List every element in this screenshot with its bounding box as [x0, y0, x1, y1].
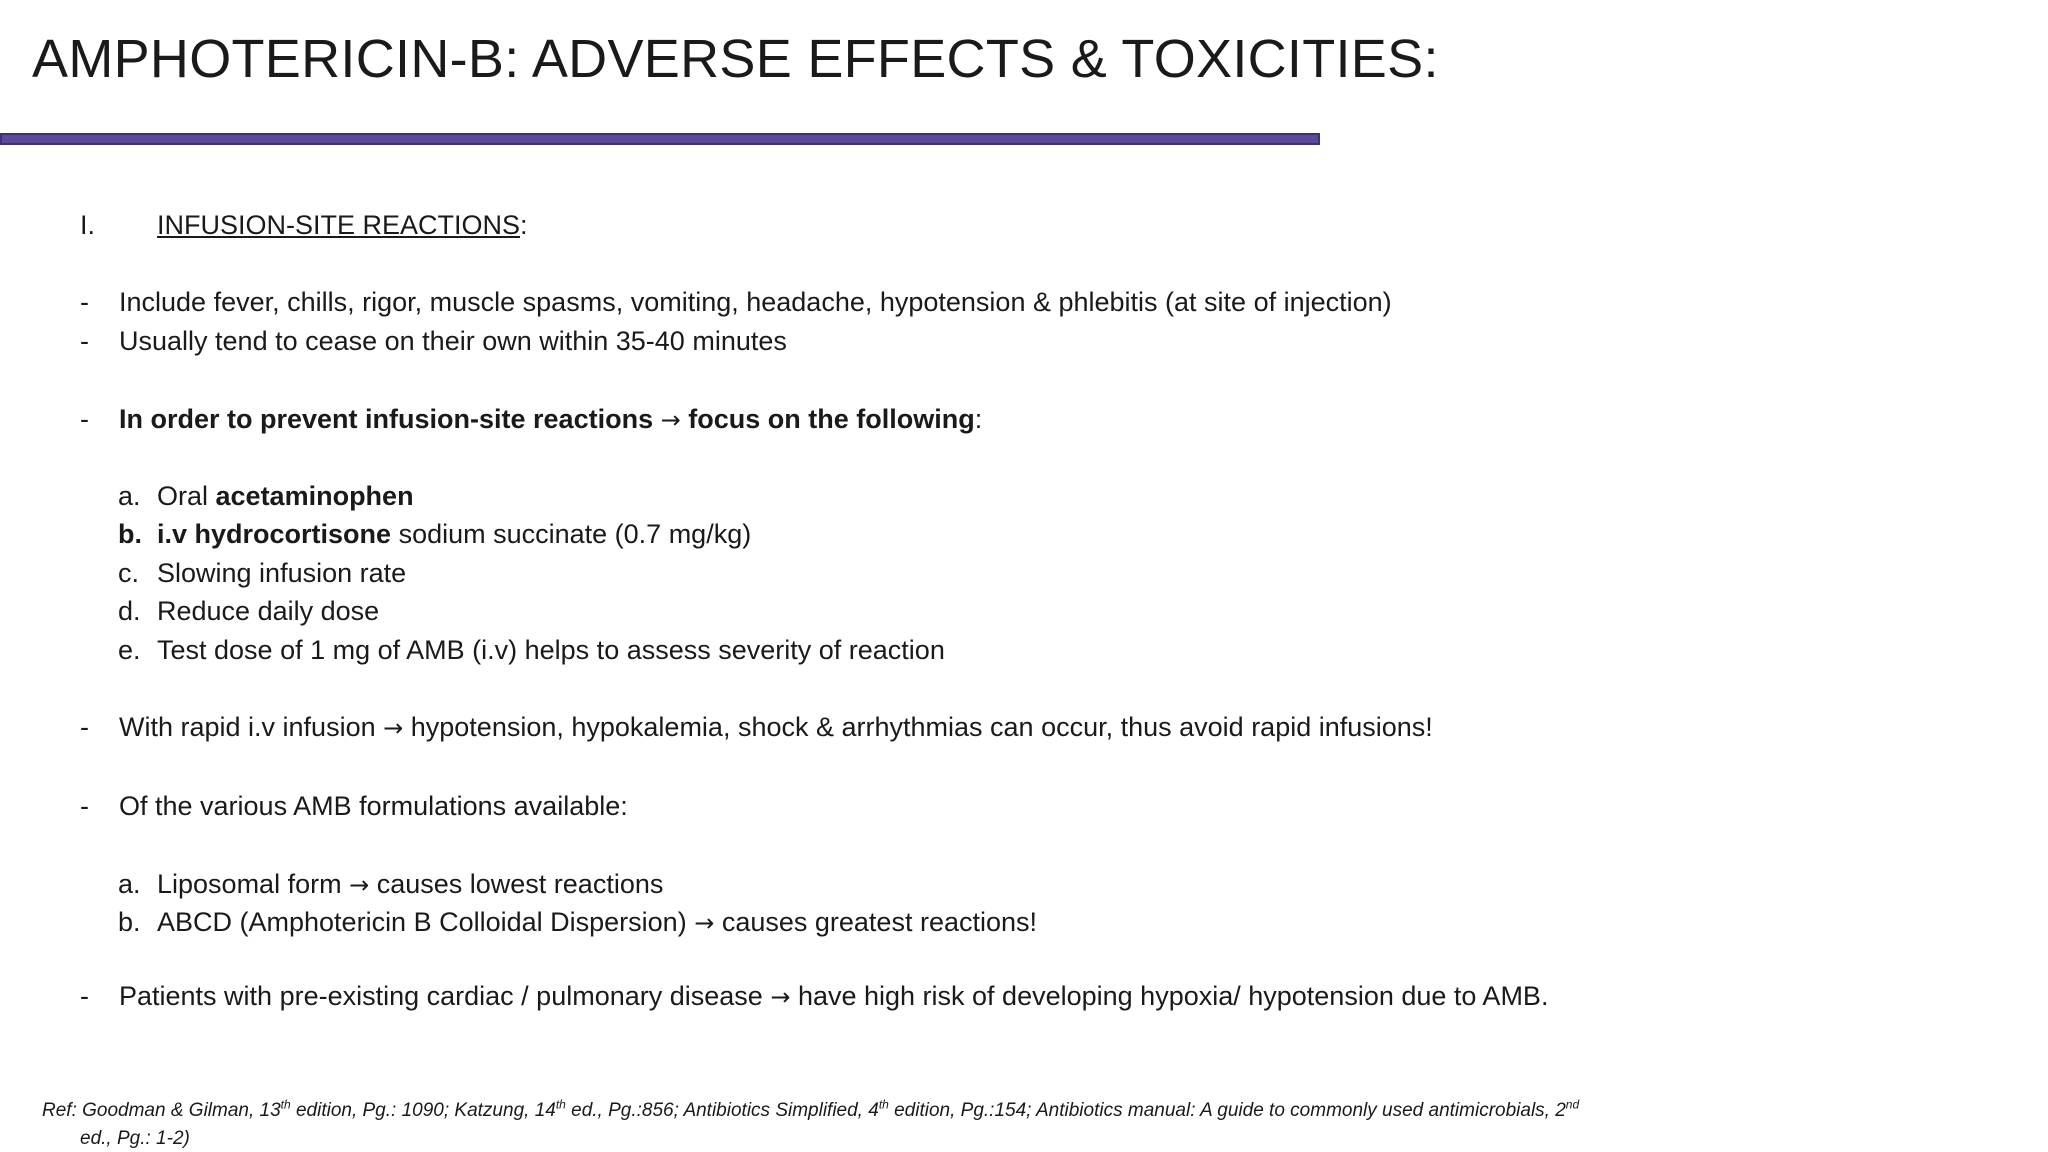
title-underline-bar	[0, 133, 1320, 145]
list-text	[157, 867, 663, 902]
plain-text: causes lowest reactions	[376, 869, 664, 899]
plain-text: hypotension, hypokalemia, shock & arrhythmias can occur, thus avoid rapid infusions!	[410, 712, 1433, 742]
bold-text: acetaminophen	[215, 481, 414, 511]
bullet-text: Of the various AMB formulations available:	[119, 791, 628, 821]
ref-superscript: th	[555, 1097, 566, 1112]
section-numeral: I.	[80, 210, 96, 240]
plain-text: With rapid i.v infusion	[119, 712, 376, 742]
list-text	[157, 479, 414, 513]
plain-text: Liposomal form	[157, 869, 342, 899]
list-marker: c.	[118, 558, 140, 588]
reference-line-2: ed., Pg.: 1-2)	[80, 1128, 190, 1149]
ref-superscript: th	[878, 1097, 889, 1112]
right-arrow-icon: →	[660, 406, 681, 434]
reference-line-1	[42, 1096, 1579, 1126]
ref-superscript: nd	[1565, 1097, 1580, 1112]
list-marker: d.	[118, 596, 141, 626]
bullet-dash: -	[80, 712, 89, 742]
ref-text: edition, Pg.: 1090; Katzung, 14	[290, 1100, 556, 1121]
ref-text: ed., Pg.:856; Antibiotics Simplified, 4	[565, 1100, 879, 1121]
bullet-text	[119, 402, 982, 437]
plain-text: have high risk of developing hypoxia/ hypotension due to AMB.	[797, 981, 1549, 1011]
bullet-dash: -	[80, 287, 89, 317]
plain-text: causes greatest reactions!	[721, 907, 1038, 937]
right-arrow-icon: →	[694, 909, 715, 937]
ref-superscript: th	[280, 1097, 291, 1112]
section-heading-suffix: :	[520, 210, 528, 240]
suffix-text: :	[974, 404, 983, 434]
bold-text: In order to prevent infusion-site reactions	[119, 404, 654, 434]
bold-text: i.v hydrocortisone	[157, 519, 392, 549]
bullet-dash: -	[80, 326, 89, 356]
bullet-text	[119, 979, 1548, 1014]
bullet-text	[119, 710, 1433, 745]
bullet-dash: -	[80, 981, 89, 1011]
right-arrow-icon: →	[770, 983, 791, 1011]
plain-text: Patients with pre-existing cardiac / pulmonary disease	[119, 981, 763, 1011]
list-marker: b.	[118, 907, 141, 937]
bullet-dash: -	[80, 791, 89, 821]
section-heading	[157, 208, 528, 242]
list-marker: a.	[118, 481, 141, 511]
plain-text: Oral	[157, 481, 216, 511]
list-marker: e.	[118, 635, 141, 665]
bold-text: focus on the following	[688, 404, 975, 434]
list-marker: b.	[118, 519, 142, 549]
ref-text: Ref: Goodman & Gilman, 13	[42, 1100, 281, 1121]
list-text	[157, 905, 1037, 940]
plain-text: sodium succinate (0.7 mg/kg)	[391, 519, 752, 549]
list-text	[157, 517, 751, 551]
bullet-dash: -	[80, 404, 89, 434]
list-text: Reduce daily dose	[157, 596, 380, 626]
list-marker: a.	[118, 869, 141, 899]
ref-text: edition, Pg.:154; Antibiotics manual: A guide to commonly used antimicrobials, 2	[888, 1100, 1566, 1121]
plain-text: ABCD (Amphotericin B Colloidal Dispersion)	[157, 907, 687, 937]
slide-title: AMPHOTERICIN-B: ADVERSE EFFECTS & TOXICITIES:	[32, 29, 1439, 89]
section-heading-text: INFUSION-SITE REACTIONS	[157, 210, 521, 240]
list-text: Slowing infusion rate	[157, 558, 407, 588]
right-arrow-icon: →	[383, 714, 404, 742]
list-text: Test dose of 1 mg of AMB (i.v) helps to assess severity of reaction	[157, 635, 945, 665]
bullet-text: Usually tend to cease on their own within 35-40 minutes	[119, 326, 787, 356]
right-arrow-icon: →	[349, 871, 370, 899]
bullet-text: Include fever, chills, rigor, muscle spasms, vomiting, headache, hypotension & phlebitis (at site of injection)	[119, 287, 1392, 317]
